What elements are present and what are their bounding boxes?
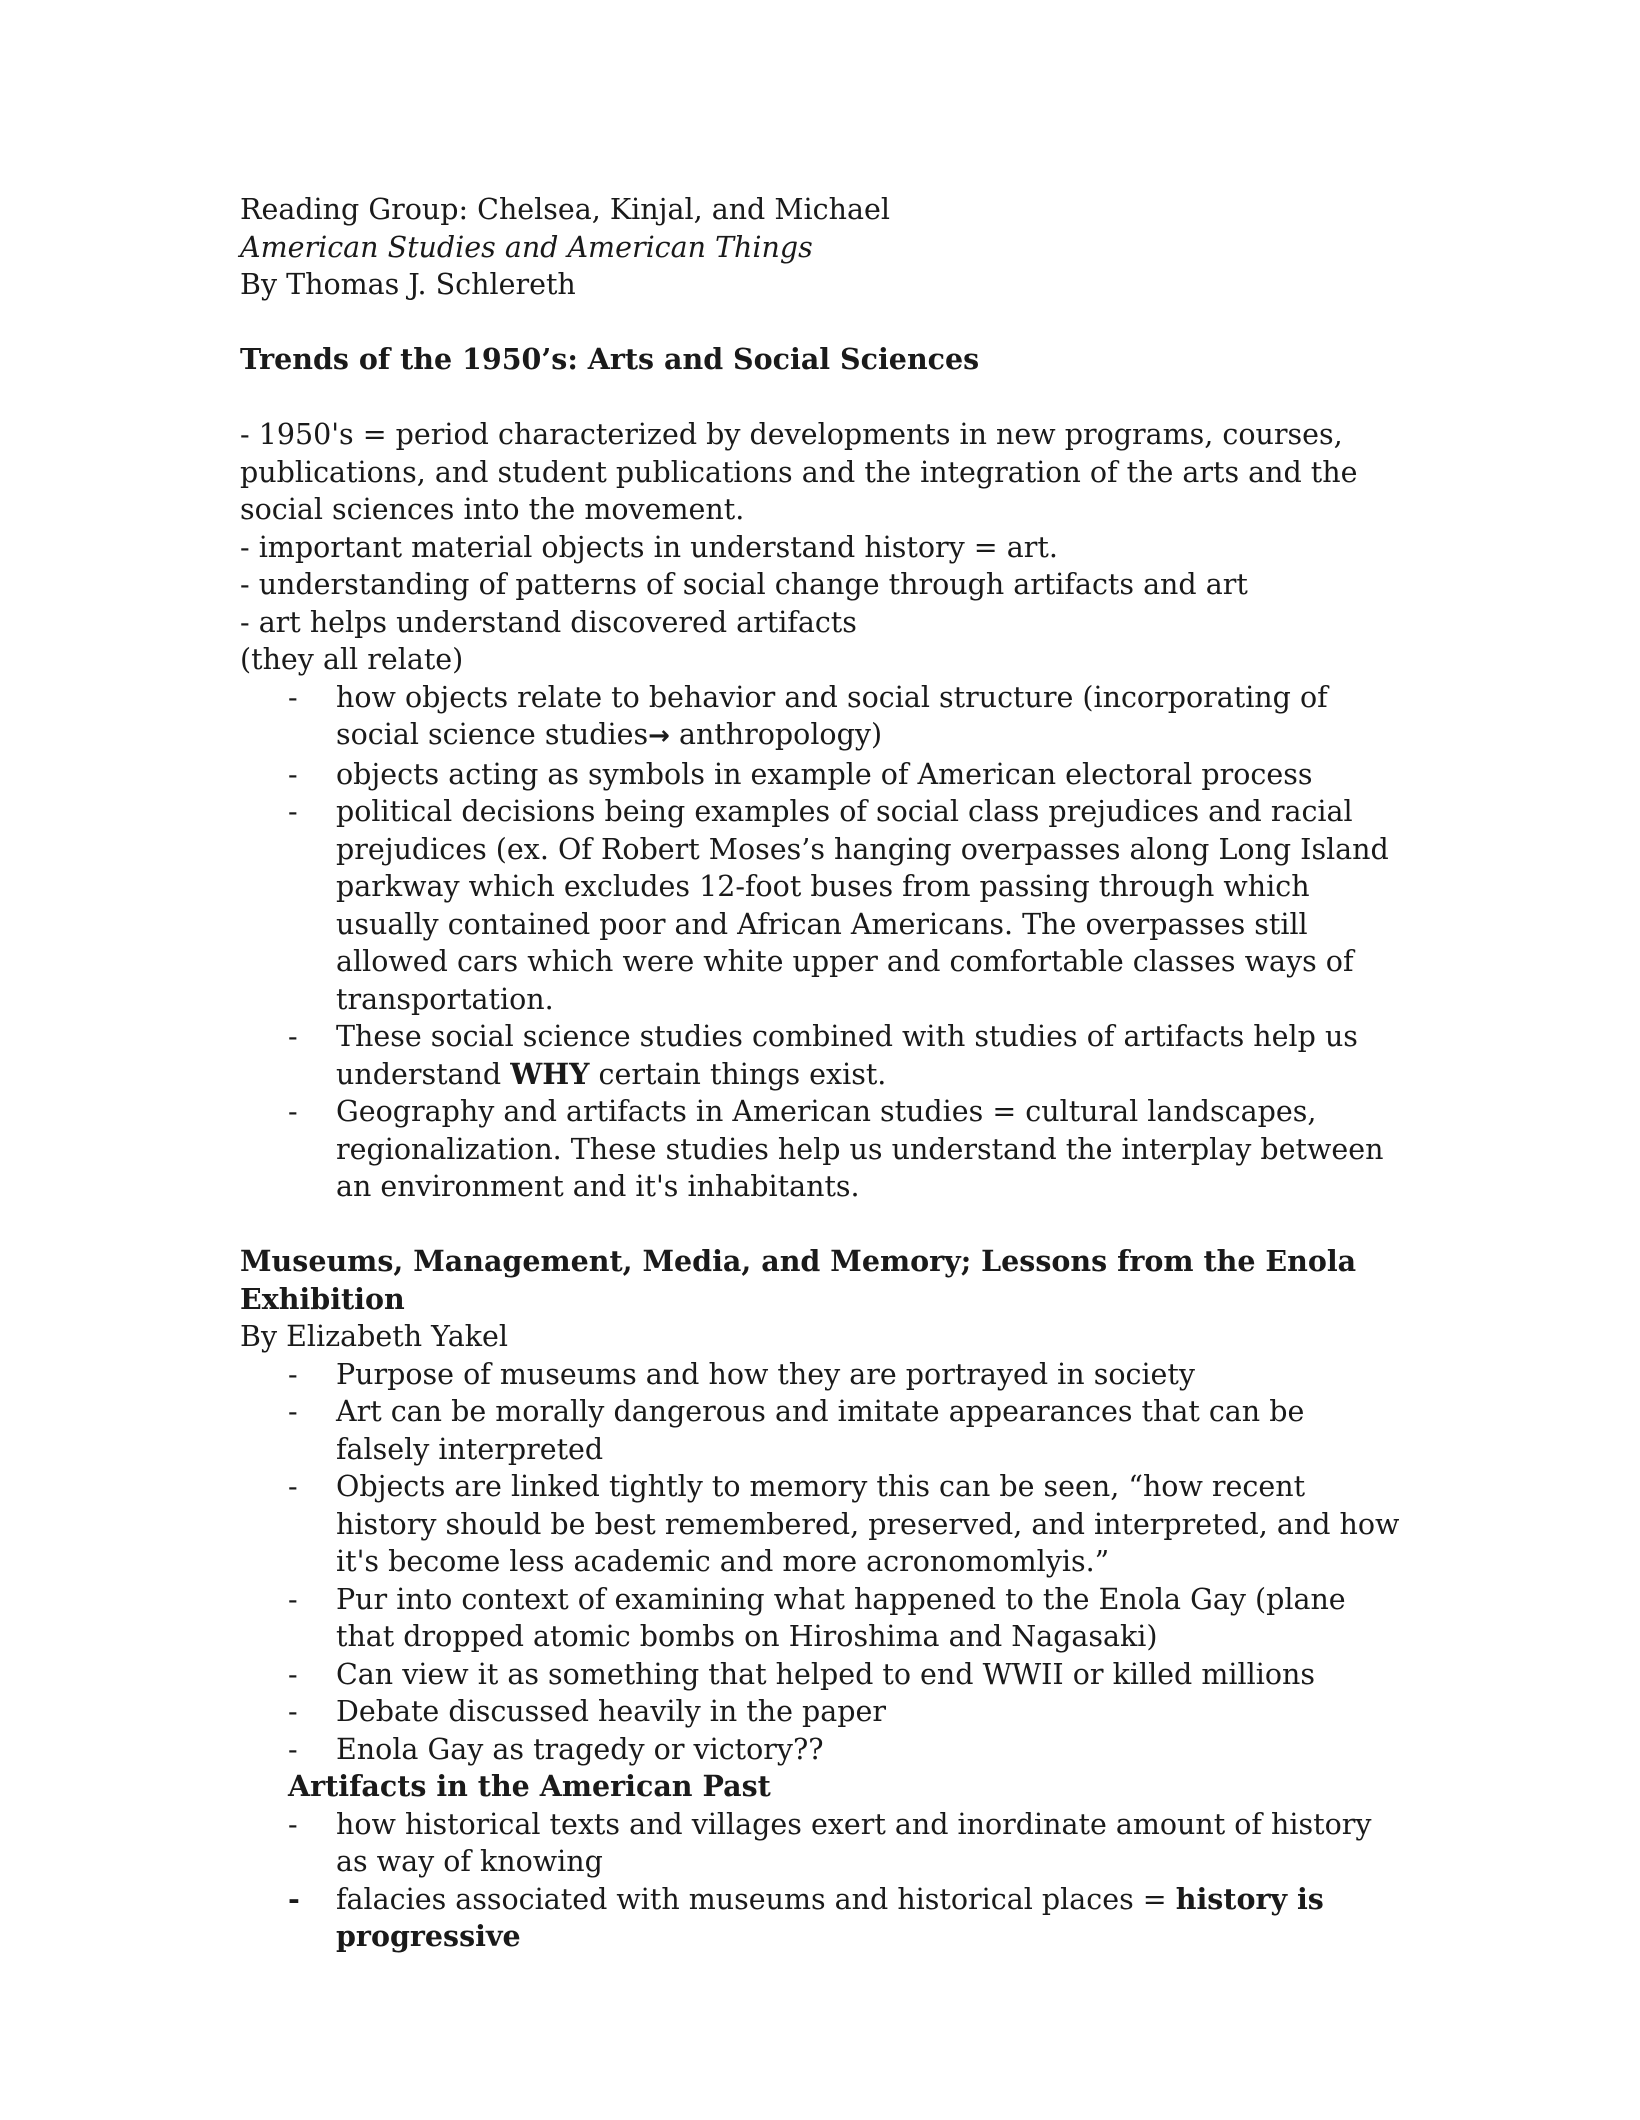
list-item: - Objects are linked tightly to memory this can be seen, “how recent history should be best remembered, preserved, and interpreted, and how it's become less academic and more acronomomlyis.” [288, 1470, 1400, 1578]
document-body [240, 191, 1400, 1956]
bullet-text: Purpose of museums and how they are portrayed in society [336, 1357, 1195, 1391]
bullet-text: certain things exist. [589, 1057, 887, 1091]
bullet-text: Pur into context of examining what happened to the Enola Gay (plane that dropped atomic bombs on Hiroshima and Nagasaki) [336, 1582, 1346, 1653]
list-item: - objects acting as symbols in example of American electoral process [288, 757, 1313, 791]
trends-line: - 1950's = period characterized by developments in new programs, courses, publications, and student publications and the integration of the arts and the social sciences into the movement. [240, 418, 1358, 526]
emphasis-text: WHY [510, 1056, 590, 1091]
emphasis-text: history is progressive [336, 1881, 1324, 1953]
list-item: - Can view it as something that helped to end WWII or killed millions [288, 1657, 1315, 1691]
trends-line: - understanding of patterns of social change through artifacts and art [240, 568, 1248, 601]
bullet-text: Art can be morally dangerous and imitate appearances that can be falsely interpreted [336, 1395, 1305, 1466]
bullet-text: These social science studies combined with studies of artifacts help us understand [336, 1020, 1358, 1091]
bullet-text: Debate discussed heavily in the paper [336, 1695, 886, 1728]
list-item: - Geography and artifacts in American studies = cultural landscapes, regionalization. These studies help us understand the interplay between an environment and it's inhabitants. [288, 1095, 1384, 1203]
bullet-text: anthropology) [669, 718, 883, 751]
bullet-text: how historical texts and villages exert and inordinate amount of history as way of knowing [336, 1807, 1372, 1878]
artifacts-bullet-list [240, 1806, 1400, 1956]
list-item: - falacies associated with museums and historical places = history is progressive [288, 1881, 1324, 1953]
bullet-text: Objects are linked tightly to memory this can be seen, “how recent history should be best remembered, preserved, and interpreted, and how it's become less academic and more acronomomlyis.” [336, 1470, 1400, 1578]
museums-bullet-list [240, 1356, 1400, 1769]
bullet-text: political decisions being examples of social class prejudices and racial prejudices (ex. Of Robert Moses’s hanging overpasses along Long Island parkway which excludes 12-foot buses from passing through which usually contained poor and African Americans. The overpasses still allowed cars which were white upper and comfortable classes ways of transportation. [336, 795, 1389, 1016]
book-byline: By Thomas J. Schlereth [240, 268, 576, 301]
bullet-text: Enola Gay as tragedy or victory?? [336, 1732, 824, 1766]
list-item: - Debate discussed heavily in the paper [288, 1695, 886, 1728]
list-item: - how objects relate to behavior and social structure (incorporating of social science studies→ anthropology) [288, 680, 1328, 751]
trends-bullet-list [240, 679, 1400, 1206]
list-item: - Pur into context of examining what happened to the Enola Gay (plane that dropped atomic bombs on Hiroshima and Nagasaki) [288, 1582, 1346, 1653]
list-item: - how historical texts and villages exert and inordinate amount of history as way of knowing [288, 1807, 1372, 1878]
book-title: American Studies and American Things [240, 230, 813, 264]
section-heading-trends: Trends of the 1950’s: Arts and Social Sciences [240, 342, 980, 376]
reading-group-line: Reading Group: Chelsea, Kinjal, and Michael [240, 193, 890, 226]
list-item: - Art can be morally dangerous and imitate appearances that can be falsely interpreted [288, 1395, 1305, 1466]
bullet-text: falacies associated with museums and historical places = [336, 1882, 1176, 1916]
trends-line: - art helps understand discovered artifacts [240, 605, 857, 639]
bullet-text: Geography and artifacts in American studies = cultural landscapes, regionalization. These studies help us understand the interplay between an environment and it's inhabitants. [336, 1095, 1384, 1203]
list-item: - Enola Gay as tragedy or victory?? [288, 1732, 824, 1766]
trends-line: (they all relate) [240, 643, 464, 676]
right-arrow-icon: → [648, 721, 670, 751]
list-item: - Purpose of museums and how they are portrayed in society [288, 1357, 1195, 1391]
bullet-text: objects acting as symbols in example of American electoral process [336, 757, 1313, 791]
bullet-text: how objects relate to behavior and social structure (incorporating of social science studies [336, 680, 1328, 751]
bullet-text: Can view it as something that helped to end WWII or killed millions [336, 1657, 1315, 1691]
section-heading-artifacts: Artifacts in the American Past [288, 1769, 771, 1803]
list-item: - These social science studies combined with studies of artifacts help us understand WHY certain things exist. [288, 1020, 1358, 1091]
museums-byline: By Elizabeth Yakel [240, 1320, 508, 1353]
section-heading-museums: Museums, Management, Media, and Memory; Lessons from the Enola Exhibition [240, 1244, 1357, 1316]
list-item: - political decisions being examples of social class prejudices and racial prejudices (ex. Of Robert Moses’s hanging overpasses along Long Island parkway which excludes 12-foot buses from passing through which usually contained poor and African Americans. The overpasses still allowed cars which were white upper and comfortable classes ways of transportation. [288, 795, 1389, 1016]
trends-line: - important material objects in understand history = art. [240, 530, 1058, 564]
